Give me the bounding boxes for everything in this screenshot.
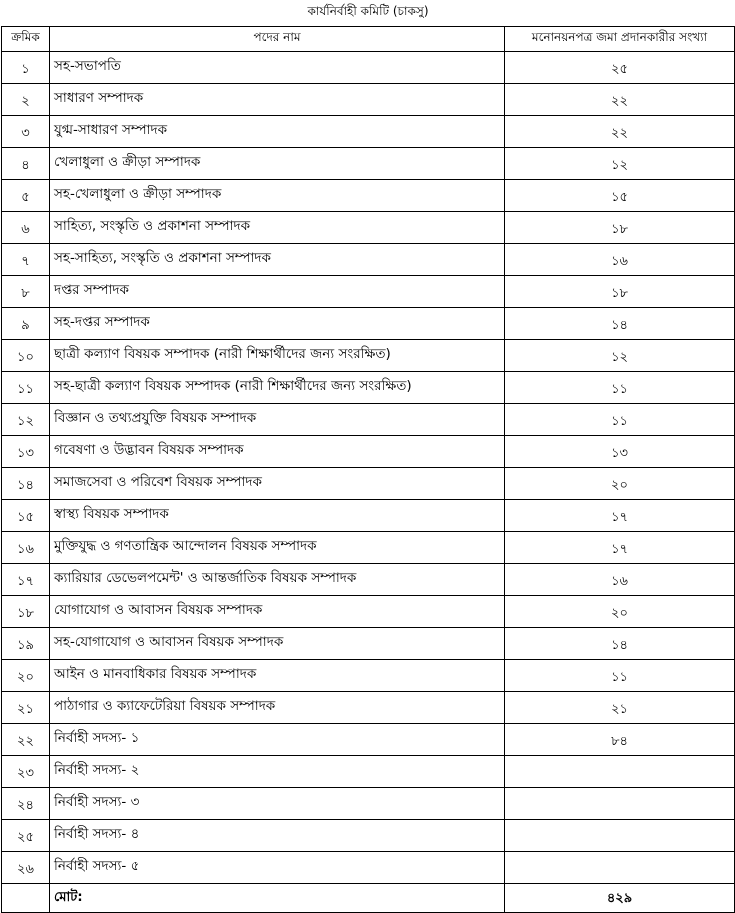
table-row	[2, 852, 735, 884]
serial-cell: ৩	[2, 116, 50, 148]
serial-cell: ১০	[2, 340, 50, 372]
table-row	[2, 596, 735, 628]
count-cell: ১৭	[505, 500, 735, 532]
post-cell: নির্বাহী সদস্য- ৪	[50, 820, 505, 852]
table-row	[2, 500, 735, 532]
table-row	[2, 532, 735, 564]
post-cell: ক্যারিয়ার ডেভেলপমেন্ট' ও আন্তর্জাতিক বিষয়ক সম্পাদক	[50, 564, 505, 596]
count-cell: ১১	[505, 404, 735, 436]
table-row	[2, 244, 735, 276]
post-cell: নির্বাহী সদস্য- ৫	[50, 852, 505, 884]
serial-cell: ৮	[2, 276, 50, 308]
total-label: মোট:	[50, 884, 505, 913]
table-body	[2, 0, 735, 913]
table-row	[2, 148, 735, 180]
serial-cell: ৫	[2, 180, 50, 212]
serial-cell: ২	[2, 84, 50, 116]
count-cell	[505, 788, 735, 820]
count-cell: ১১	[505, 660, 735, 692]
post-cell: আইন ও মানবাধিকার বিষয়ক সম্পাদক	[50, 660, 505, 692]
serial-cell: ৪	[2, 148, 50, 180]
count-cell	[505, 756, 735, 788]
table-row	[2, 52, 735, 84]
post-cell: নির্বাহী সদস্য- ১	[50, 724, 505, 756]
total-row	[2, 884, 735, 913]
serial-cell: ৬	[2, 212, 50, 244]
post-cell: নির্বাহী সদস্য- ২	[50, 756, 505, 788]
count-cell: ১৭	[505, 532, 735, 564]
count-cell: ১৬	[505, 244, 735, 276]
post-cell: মুক্তিযুদ্ধ ও গণতান্ত্রিক আন্দোলন বিষয়ক সম্পাদক	[50, 532, 505, 564]
serial-cell: ২৪	[2, 788, 50, 820]
serial-cell: ২২	[2, 724, 50, 756]
table-row	[2, 436, 735, 468]
post-cell: সাহিত্য, সংস্কৃতি ও প্রকাশনা সম্পাদক	[50, 212, 505, 244]
table-row	[2, 116, 735, 148]
count-cell: ১৬	[505, 564, 735, 596]
total-empty-cell	[2, 884, 50, 913]
post-cell: সহ-দপ্তর সম্পাদক	[50, 308, 505, 340]
table-row	[2, 212, 735, 244]
post-cell: পাঠাগার ও ক্যাফেটেরিয়া বিষয়ক সম্পাদক	[50, 692, 505, 724]
header-post: পদের নাম	[50, 27, 505, 52]
table-row	[2, 788, 735, 820]
count-cell: ২০	[505, 468, 735, 500]
serial-cell: ১১	[2, 372, 50, 404]
post-cell: স্বাস্থ্য বিষয়ক সম্পাদক	[50, 500, 505, 532]
serial-cell: ২০	[2, 660, 50, 692]
count-cell: ১৪	[505, 308, 735, 340]
count-cell: ২২	[505, 116, 735, 148]
count-cell	[505, 820, 735, 852]
serial-cell: ২৩	[2, 756, 50, 788]
table-row	[2, 564, 735, 596]
count-cell: ২৫	[505, 52, 735, 84]
post-cell: দপ্তর সম্পাদক	[50, 276, 505, 308]
count-cell: ১৪	[505, 628, 735, 660]
serial-cell: ১৪	[2, 468, 50, 500]
serial-cell: ২১	[2, 692, 50, 724]
post-cell: সহ-সভাপতি	[50, 52, 505, 84]
table-row	[2, 756, 735, 788]
table-row	[2, 628, 735, 660]
post-cell: সহ-খেলাধুলা ও ক্রীড়া সম্পাদক	[50, 180, 505, 212]
serial-cell: ৯	[2, 308, 50, 340]
post-cell: সহ-যোগাযোগ ও আবাসন বিষয়ক সম্পাদক	[50, 628, 505, 660]
header-row	[2, 27, 735, 52]
table-row	[2, 404, 735, 436]
count-cell: ২২	[505, 84, 735, 116]
table-row	[2, 84, 735, 116]
serial-cell: ১৩	[2, 436, 50, 468]
count-cell: ২১	[505, 692, 735, 724]
post-cell: যুগ্ম-সাধারণ সম্পাদক	[50, 116, 505, 148]
serial-cell: ২৫	[2, 820, 50, 852]
serial-cell: ১৮	[2, 596, 50, 628]
count-cell	[505, 852, 735, 884]
post-cell: সহ-ছাত্রী কল্যাণ বিষয়ক সম্পাদক (নারী শিক্ষার্থীদের জন্য সংরক্ষিত)	[50, 372, 505, 404]
serial-cell: ৭	[2, 244, 50, 276]
serial-cell: ১২	[2, 404, 50, 436]
post-cell: ছাত্রী কল্যাণ বিষয়ক সম্পাদক (নারী শিক্ষার্থীদের জন্য সংরক্ষিত)	[50, 340, 505, 372]
count-cell: ২০	[505, 596, 735, 628]
post-cell: সাধারণ সম্পাদক	[50, 84, 505, 116]
table-title: কার্যনির্বাহী কমিটি (চাকসু)	[2, 0, 735, 27]
header-count: মনোনয়নপত্র জমা প্রদানকারীর সংখ্যা	[505, 27, 735, 52]
table-row	[2, 308, 735, 340]
post-cell: গবেষণা ও উদ্ভাবন বিষয়ক সম্পাদক	[50, 436, 505, 468]
table-row	[2, 692, 735, 724]
table-row	[2, 180, 735, 212]
serial-cell: ১৭	[2, 564, 50, 596]
count-cell: ৮৪	[505, 724, 735, 756]
count-cell: ১৫	[505, 180, 735, 212]
post-cell: নির্বাহী সদস্য- ৩	[50, 788, 505, 820]
count-cell: ১২	[505, 148, 735, 180]
count-cell: ১৮	[505, 276, 735, 308]
post-cell: সমাজসেবা ও পরিবেশ বিষয়ক সম্পাদক	[50, 468, 505, 500]
count-cell: ১৩	[505, 436, 735, 468]
nominations-table	[1, 0, 735, 913]
table-row	[2, 468, 735, 500]
table-row	[2, 660, 735, 692]
table-row	[2, 724, 735, 756]
serial-cell: ১৬	[2, 532, 50, 564]
table-row	[2, 276, 735, 308]
post-cell: যোগাযোগ ও আবাসন বিষয়ক সম্পাদক	[50, 596, 505, 628]
header-serial: ক্রমিক	[2, 27, 50, 52]
table-row	[2, 372, 735, 404]
title-row	[2, 0, 735, 27]
serial-cell: ১	[2, 52, 50, 84]
count-cell: ১২	[505, 340, 735, 372]
count-cell: ১৮	[505, 212, 735, 244]
table-row	[2, 820, 735, 852]
total-value: ৪২৯	[505, 884, 735, 913]
post-cell: খেলাধুলা ও ক্রীড়া সম্পাদক	[50, 148, 505, 180]
table-row	[2, 340, 735, 372]
post-cell: বিজ্ঞান ও তথ্যপ্রযুক্তি বিষয়ক সম্পাদক	[50, 404, 505, 436]
serial-cell: ১৯	[2, 628, 50, 660]
serial-cell: ১৫	[2, 500, 50, 532]
count-cell: ১১	[505, 372, 735, 404]
post-cell: সহ-সাহিত্য, সংস্কৃতি ও প্রকাশনা সম্পাদক	[50, 244, 505, 276]
serial-cell: ২৬	[2, 852, 50, 884]
